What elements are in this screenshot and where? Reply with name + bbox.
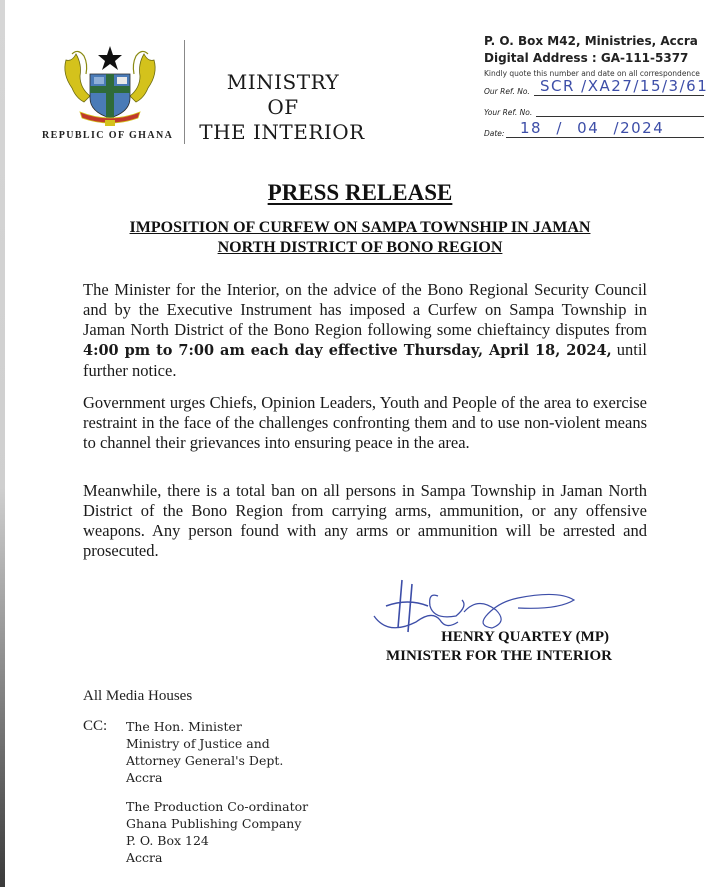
your-ref-label: Your Ref. No. bbox=[484, 108, 533, 117]
signatory-name: HENRY QUARTEY (MP) bbox=[441, 629, 609, 645]
recipient: All Media Houses bbox=[83, 688, 193, 704]
distribution-block bbox=[83, 686, 403, 866]
cc-line: The Production Co-ordinator bbox=[126, 799, 309, 814]
paragraph-curfew-text: The Minister for the Interior, on the advice of the Bono Regional Security Council and by the Executive Instrument has imposed a Curfew on Sampa Township in Jaman North District of the Bono Region following some chieftaincy disputes from bbox=[83, 280, 647, 339]
cc-entry-publishing bbox=[126, 798, 403, 866]
country-name: REPUBLIC OF GHANA bbox=[42, 130, 174, 141]
date-label: Date: bbox=[484, 129, 505, 138]
subject-line-2: NORTH DISTRICT OF BONO REGION bbox=[217, 239, 503, 256]
paragraph-curfew bbox=[83, 280, 647, 381]
our-ref-label: Our Ref. No. bbox=[484, 87, 530, 96]
cc-list bbox=[126, 718, 403, 866]
ministry-line-3: THE INTERIOR bbox=[199, 120, 365, 144]
letterhead-divider bbox=[184, 40, 185, 144]
cc-section bbox=[83, 718, 403, 866]
document-subject bbox=[0, 218, 720, 258]
title-block bbox=[0, 180, 720, 258]
ministry-line-1: MINISTRY bbox=[226, 70, 340, 94]
ghana-coat-of-arms-icon bbox=[58, 40, 162, 128]
date-line bbox=[506, 137, 704, 138]
paragraph-restraint: Government urges Chiefs, Opinion Leaders, Youth and People of the area to exercise restraint in the face of the challenges confronting them and to use non-violent means to channel their grievances into ensuring peace in the area. bbox=[83, 393, 647, 452]
cc-line: The Hon. Minister bbox=[126, 719, 242, 734]
curfew-hours: 4:00 pm to 7:00 am each day effective Thursday, April 18, 2024, bbox=[83, 342, 612, 359]
ministry-name bbox=[188, 70, 378, 145]
your-ref-row bbox=[484, 99, 704, 120]
signature-block bbox=[330, 628, 612, 666]
signatory-title: MINISTER FOR THE INTERIOR bbox=[385, 648, 612, 664]
cc-line: Accra bbox=[126, 850, 163, 865]
ministry-line-2: OF bbox=[267, 95, 299, 119]
subject-line-1: IMPOSITION OF CURFEW ON SAMPA TOWNSHIP IN JAMAN bbox=[129, 219, 591, 236]
cc-line: P. O. Box 124 bbox=[126, 833, 209, 848]
our-ref-line bbox=[534, 95, 704, 96]
date-value: 18 / 04 /2024 bbox=[520, 119, 665, 137]
cc-line: Ghana Publishing Company bbox=[126, 816, 302, 831]
digital-address: Digital Address : GA-111-5377 bbox=[484, 51, 689, 65]
cc-line: Accra bbox=[126, 770, 163, 785]
date-row bbox=[484, 120, 704, 141]
cc-line: Ministry of Justice and bbox=[126, 736, 270, 751]
document-heading: PRESS RELEASE bbox=[267, 180, 453, 205]
address-block bbox=[484, 33, 709, 141]
paragraph-curfew-tail: until further notice. bbox=[83, 340, 647, 380]
letterhead bbox=[0, 0, 720, 160]
cc-label: CC: bbox=[83, 718, 108, 734]
our-ref-value: SCR /XA27/15/3/61 bbox=[540, 77, 709, 95]
cc-entry-justice bbox=[126, 718, 403, 786]
paragraph-arms-ban: Meanwhile, there is a total ban on all persons in Sampa Township in Jaman North District of the Bono Region from carrying arms, ammunition, or any offensive weapons. Any person found with any arms or ammunition will be arrested and prosecuted. bbox=[83, 481, 647, 560]
cc-line: Attorney General's Dept. bbox=[126, 753, 284, 768]
our-ref-row bbox=[484, 77, 709, 99]
quote-note: Kindly quote this number and date on all correspondence bbox=[484, 69, 700, 78]
your-ref-line bbox=[536, 116, 704, 117]
postal-address: P. O. Box M42, Ministries, Accra bbox=[484, 34, 698, 48]
